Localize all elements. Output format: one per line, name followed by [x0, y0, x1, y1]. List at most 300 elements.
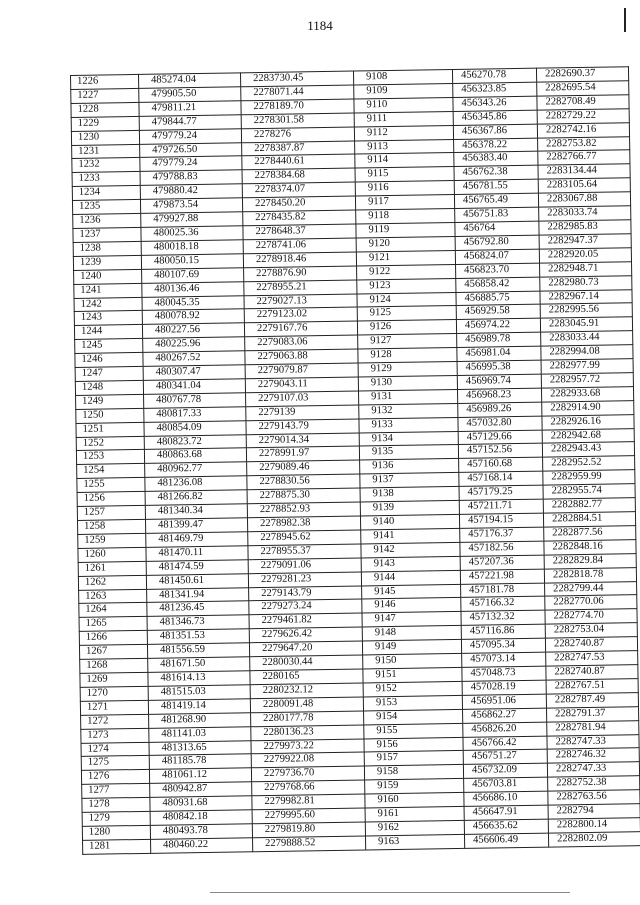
y-coordinate-cell: 2282781.94 [547, 720, 639, 735]
point-id-cell: 9148 [362, 626, 461, 641]
x-coordinate-cell: 456751.83 [455, 207, 539, 222]
x-coordinate-cell: 456824.07 [455, 249, 539, 264]
x-coordinate-cell: 457048.73 [462, 666, 546, 681]
point-id-cell: 1237 [73, 227, 141, 242]
y-coordinate-cell: 2283033.74 [539, 206, 631, 221]
margin-rule [624, 8, 626, 32]
x-coordinate-cell: 481556.59 [147, 643, 249, 659]
point-id-cell: 9141 [361, 528, 460, 543]
point-id-cell: 1228 [71, 102, 139, 117]
point-id-cell: 1254 [77, 464, 145, 479]
x-coordinate-cell: 480341.04 [143, 379, 245, 395]
x-coordinate-cell: 456968.23 [457, 388, 541, 403]
y-coordinate-cell: 2283033.44 [541, 331, 633, 346]
point-id-cell: 1231 [72, 144, 140, 159]
x-coordinate-cell: 456766.42 [463, 736, 547, 751]
x-coordinate-cell: 457168.14 [459, 471, 543, 486]
x-coordinate-cell: 481236.45 [147, 601, 249, 617]
x-coordinate-cell: 479905.50 [139, 87, 241, 103]
y-coordinate-cell: 2278374.07 [242, 182, 355, 198]
x-coordinate-cell: 480817.33 [144, 407, 246, 423]
y-coordinate-cell: 2279014.34 [246, 433, 359, 449]
point-id-cell: 1236 [73, 213, 141, 228]
x-coordinate-cell: 480050.15 [141, 254, 243, 270]
x-coordinate-cell: 479873.54 [140, 198, 242, 214]
y-coordinate-cell: 2278955.21 [244, 280, 357, 296]
point-id-cell: 9149 [362, 640, 461, 655]
x-coordinate-cell: 456383.40 [454, 152, 538, 167]
y-coordinate-cell: 2278387.87 [242, 141, 355, 157]
point-id-cell: 9142 [361, 542, 460, 557]
x-coordinate-cell: 480962.77 [145, 462, 247, 478]
x-coordinate-cell: 456989.78 [457, 332, 541, 347]
y-coordinate-cell: 2282914.90 [542, 400, 634, 415]
point-id-cell: 1265 [79, 617, 147, 632]
x-coordinate-cell: 456762.38 [454, 166, 538, 181]
y-coordinate-cell: 2282747.33 [547, 734, 639, 749]
y-coordinate-cell: 2279973.22 [251, 738, 364, 754]
point-id-cell: 9145 [362, 584, 461, 599]
x-coordinate-cell: 479844.77 [139, 115, 241, 131]
y-coordinate-cell: 2279079.87 [245, 363, 358, 379]
y-coordinate-cell: 2282877.56 [544, 526, 636, 541]
y-coordinate-cell: 2282802.09 [548, 831, 640, 846]
point-id-cell: 9156 [364, 737, 463, 752]
y-coordinate-cell: 2279819.80 [252, 822, 365, 838]
x-coordinate-cell: 457032.80 [458, 416, 542, 431]
y-coordinate-cell: 2282955.74 [543, 484, 635, 499]
y-coordinate-cell: 2280177.78 [251, 711, 364, 727]
y-coordinate-cell: 2279995.60 [252, 808, 365, 824]
y-coordinate-cell: 2282967.14 [540, 289, 632, 304]
y-coordinate-cell: 2282977.99 [541, 359, 633, 374]
point-id-cell: 1229 [71, 116, 139, 131]
point-id-cell: 9139 [360, 501, 459, 516]
x-coordinate-cell: 456981.04 [457, 346, 541, 361]
point-id-cell: 9138 [360, 487, 459, 502]
y-coordinate-cell: 2279736.70 [251, 766, 364, 782]
y-coordinate-cell: 2282729.22 [537, 108, 629, 123]
x-coordinate-cell: 457132.32 [461, 610, 545, 625]
x-coordinate-cell: 457116.86 [461, 624, 545, 639]
x-coordinate-cell: 485274.04 [138, 73, 240, 89]
point-id-cell: 1258 [77, 519, 145, 534]
point-id-cell: 1276 [81, 770, 149, 785]
point-id-cell: 1246 [75, 353, 143, 368]
y-coordinate-cell: 2282943.43 [542, 442, 634, 457]
point-id-cell: 1267 [79, 645, 147, 660]
x-coordinate-cell: 457129.66 [458, 430, 542, 445]
point-id-cell: 9155 [364, 723, 463, 738]
point-id-cell: 9163 [365, 834, 464, 849]
y-coordinate-cell: 2282753.04 [545, 623, 637, 638]
x-coordinate-cell: 480267.52 [143, 351, 245, 367]
x-coordinate-cell: 480942.87 [150, 782, 252, 798]
y-coordinate-cell: 2282763.56 [548, 790, 640, 805]
point-id-cell: 9160 [365, 793, 464, 808]
x-coordinate-cell: 481340.34 [145, 504, 247, 520]
point-id-cell: 9134 [359, 431, 458, 446]
y-coordinate-cell: 2282794 [548, 804, 640, 819]
y-coordinate-cell: 2282848.16 [544, 539, 636, 554]
x-coordinate-cell: 480931.68 [150, 796, 252, 812]
point-id-cell: 1269 [80, 672, 148, 687]
x-coordinate-cell: 480107.69 [142, 267, 244, 283]
point-id-cell: 1252 [76, 436, 144, 451]
point-id-cell: 1278 [82, 797, 150, 812]
point-id-cell: 1227 [71, 88, 139, 103]
x-coordinate-cell: 479779.24 [139, 128, 241, 144]
point-id-cell: 1261 [78, 561, 146, 576]
point-id-cell: 9161 [365, 806, 464, 821]
y-coordinate-cell: 2282766.77 [538, 150, 630, 165]
point-id-cell: 9124 [357, 292, 456, 307]
x-coordinate-cell: 479927.88 [141, 212, 243, 228]
point-id-cell: 9159 [365, 779, 464, 794]
x-coordinate-cell: 456974.22 [456, 318, 540, 333]
point-id-cell: 1233 [72, 172, 140, 187]
point-id-cell: 9118 [356, 209, 455, 224]
y-coordinate-cell: 2279768.66 [252, 780, 365, 796]
y-coordinate-cell: 2278648.37 [243, 224, 356, 240]
y-coordinate-cell: 2279461.82 [249, 613, 362, 629]
x-coordinate-cell: 456378.22 [454, 138, 538, 153]
y-coordinate-cell: 2282791.37 [546, 706, 638, 721]
y-coordinate-cell: 2282952.52 [543, 456, 635, 471]
point-id-cell: 9151 [363, 667, 462, 682]
x-coordinate-cell: 456765.49 [454, 193, 538, 208]
x-coordinate-cell: 480842.18 [150, 810, 252, 826]
x-coordinate-cell: 456343.26 [453, 96, 537, 111]
point-id-cell: 1279 [82, 811, 150, 826]
point-id-cell: 9122 [357, 264, 456, 279]
y-coordinate-cell: 2278440.61 [242, 154, 355, 170]
x-coordinate-cell: 481399.47 [145, 518, 247, 534]
y-coordinate-cell: 2282747.33 [547, 762, 639, 777]
point-id-cell: 1234 [72, 186, 140, 201]
y-coordinate-cell: 2280136.23 [251, 725, 364, 741]
point-id-cell: 1272 [81, 714, 149, 729]
y-coordinate-cell: 2282747.53 [546, 651, 638, 666]
x-coordinate-cell: 456606.49 [464, 833, 548, 848]
y-coordinate-cell: 2280091.48 [250, 697, 363, 713]
x-coordinate-cell: 481515.03 [148, 685, 250, 701]
x-coordinate-cell: 481474.59 [146, 559, 248, 575]
y-coordinate-cell: 2282774.70 [545, 609, 637, 624]
page-number: 1184 [307, 18, 333, 33]
x-coordinate-cell: 481061.12 [149, 768, 251, 784]
point-id-cell: 9127 [358, 334, 457, 349]
y-coordinate-cell: 2279281.23 [248, 572, 361, 588]
x-coordinate-cell: 457166.32 [461, 597, 545, 612]
point-id-cell: 9154 [364, 709, 463, 724]
y-coordinate-cell: 2282947.37 [539, 234, 631, 249]
point-id-cell: 9126 [357, 320, 456, 335]
point-id-cell: 9123 [357, 278, 456, 293]
point-id-cell: 1273 [81, 728, 149, 743]
y-coordinate-cell: 2282695.54 [537, 81, 629, 96]
y-coordinate-cell: 2282787.49 [546, 692, 638, 707]
y-coordinate-cell: 2282800.14 [548, 818, 640, 833]
point-id-cell: 9129 [358, 361, 457, 376]
y-coordinate-cell: 2282767.51 [546, 679, 638, 694]
x-coordinate-cell: 456647.91 [464, 805, 548, 820]
point-id-cell: 1244 [74, 325, 142, 340]
x-coordinate-cell: 479779.24 [140, 156, 242, 172]
x-coordinate-cell: 457211.71 [459, 499, 543, 514]
x-coordinate-cell: 480823.72 [144, 434, 246, 450]
x-coordinate-cell: 457182.56 [460, 541, 544, 556]
x-coordinate-cell: 457194.15 [459, 513, 543, 528]
y-coordinate-cell: 2279107.03 [246, 391, 359, 407]
y-coordinate-cell: 2278875.30 [247, 488, 360, 504]
y-coordinate-cell: 2279083.06 [245, 335, 358, 351]
y-coordinate-cell: 2282933.68 [541, 387, 633, 402]
point-id-cell: 9144 [361, 570, 460, 585]
y-coordinate-cell: 2279089.46 [247, 460, 360, 476]
x-coordinate-cell: 480307.47 [143, 365, 245, 381]
y-coordinate-cell: 2282994.08 [541, 345, 633, 360]
y-coordinate-cell: 2282829.84 [544, 553, 636, 568]
x-coordinate-cell: 456969.74 [457, 374, 541, 389]
x-coordinate-cell: 457095.34 [461, 638, 545, 653]
y-coordinate-cell: 2279167.76 [244, 321, 357, 337]
x-coordinate-cell: 480018.18 [141, 240, 243, 256]
y-coordinate-cell: 2278918.46 [243, 252, 356, 268]
point-id-cell: 1259 [78, 533, 146, 548]
y-coordinate-cell: 2278830.56 [247, 474, 360, 490]
point-id-cell: 1249 [76, 394, 144, 409]
point-id-cell: 1274 [81, 742, 149, 757]
x-coordinate-cell: 456635.62 [464, 819, 548, 834]
y-coordinate-cell: 2280030.44 [250, 655, 363, 671]
y-coordinate-cell: 2280232.12 [250, 683, 363, 699]
y-coordinate-cell: 2279143.79 [249, 586, 362, 602]
x-coordinate-cell: 457176.37 [460, 527, 544, 542]
point-id-cell: 1266 [79, 631, 147, 646]
y-coordinate-cell: 2279273.24 [249, 599, 362, 615]
x-coordinate-cell: 457179.25 [459, 485, 543, 500]
point-id-cell: 9108 [353, 69, 452, 84]
point-id-cell: 9117 [355, 195, 454, 210]
y-coordinate-cell: 2282920.05 [539, 247, 631, 262]
point-id-cell: 9135 [359, 445, 458, 460]
x-coordinate-cell: 456323.85 [453, 82, 537, 97]
x-coordinate-cell: 481341.94 [147, 587, 249, 603]
x-coordinate-cell: 457073.14 [462, 652, 546, 667]
point-id-cell: 1263 [79, 589, 147, 604]
x-coordinate-cell: 480767.78 [144, 393, 246, 409]
point-id-cell: 9113 [355, 139, 454, 154]
point-id-cell: 9130 [358, 375, 457, 390]
y-coordinate-cell: 2279922.08 [251, 752, 364, 768]
y-coordinate-cell: 2282690.37 [536, 67, 628, 82]
x-coordinate-cell: 479788.83 [140, 170, 242, 186]
x-coordinate-cell: 481671.50 [148, 657, 250, 673]
x-coordinate-cell: 480493.78 [150, 824, 252, 840]
y-coordinate-cell: 2282942.68 [542, 428, 634, 443]
y-coordinate-cell: 2282959.99 [543, 470, 635, 485]
x-coordinate-cell: 479811.21 [139, 101, 241, 117]
point-id-cell: 1271 [80, 700, 148, 715]
point-id-cell: 9140 [360, 514, 459, 529]
y-coordinate-cell: 2279091.06 [248, 558, 361, 574]
y-coordinate-cell: 2282740.87 [545, 637, 637, 652]
point-id-cell: 9153 [363, 695, 462, 710]
y-coordinate-cell: 2282926.16 [542, 414, 634, 429]
point-id-cell: 9119 [356, 222, 455, 237]
x-coordinate-cell: 457207.36 [460, 555, 544, 570]
point-id-cell: 9158 [364, 765, 463, 780]
x-coordinate-cell: 456823.70 [456, 263, 540, 278]
x-coordinate-cell: 456781.55 [454, 179, 538, 194]
x-coordinate-cell: 481614.13 [148, 671, 250, 687]
point-id-cell: 1256 [77, 492, 145, 507]
y-coordinate-cell: 2282985.83 [539, 220, 631, 235]
point-id-cell: 1251 [76, 422, 144, 437]
point-id-cell: 9132 [359, 403, 458, 418]
point-id-cell: 1262 [78, 575, 146, 590]
point-id-cell: 9114 [355, 153, 454, 168]
coordinate-table [70, 66, 640, 854]
x-coordinate-cell: 480078.92 [142, 309, 244, 325]
x-coordinate-cell: 456270.78 [452, 68, 536, 83]
point-id-cell: 9128 [358, 348, 457, 363]
point-id-cell: 9121 [356, 250, 455, 265]
point-id-cell: 9136 [360, 459, 459, 474]
y-coordinate-cell: 2279123.02 [244, 307, 357, 323]
x-coordinate-cell: 481419.14 [148, 699, 250, 715]
y-coordinate-cell: 2278189.70 [241, 99, 354, 115]
y-coordinate-cell: 2282742.16 [537, 122, 629, 137]
y-coordinate-cell: 2282980.73 [540, 275, 632, 290]
x-coordinate-cell: 479726.50 [140, 142, 242, 158]
point-id-cell: 9147 [362, 612, 461, 627]
x-coordinate-cell: 456826.20 [463, 722, 547, 737]
point-id-cell: 9152 [363, 681, 462, 696]
point-id-cell: 1241 [74, 283, 142, 298]
x-coordinate-cell: 457160.68 [459, 457, 543, 472]
x-coordinate-cell: 456929.58 [456, 305, 540, 320]
y-coordinate-cell: 2279043.11 [245, 377, 358, 393]
y-coordinate-cell: 2282948.71 [540, 261, 632, 276]
y-coordinate-cell: 2282740.87 [546, 665, 638, 680]
coordinate-table-body [71, 67, 640, 854]
y-coordinate-cell: 2283105.64 [538, 178, 630, 193]
x-coordinate-cell: 481236.08 [145, 476, 247, 492]
y-coordinate-cell: 2283045.91 [540, 317, 632, 332]
x-coordinate-cell: 481268.90 [149, 712, 251, 728]
point-id-cell: 1245 [75, 339, 143, 354]
y-coordinate-cell: 2283134.44 [538, 164, 630, 179]
x-coordinate-cell: 456732.09 [463, 763, 547, 778]
x-coordinate-cell: 481313.65 [149, 740, 251, 756]
y-coordinate-cell: 2282746.32 [547, 748, 639, 763]
y-coordinate-cell: 2278982.38 [247, 516, 360, 532]
point-id-cell: 9111 [354, 111, 453, 126]
y-coordinate-cell: 2278450.20 [242, 196, 355, 212]
x-coordinate-cell: 480025.36 [141, 226, 243, 242]
y-coordinate-cell: 2282884.51 [543, 512, 635, 527]
x-coordinate-cell: 456686.10 [464, 791, 548, 806]
point-id-cell: 9150 [363, 653, 462, 668]
x-coordinate-cell: 456792.80 [455, 235, 539, 250]
point-id-cell: 1239 [73, 255, 141, 270]
point-id-cell: 1247 [75, 366, 143, 381]
x-coordinate-cell: 457181.78 [461, 583, 545, 598]
point-id-cell: 9115 [355, 167, 454, 182]
y-coordinate-cell: 2279063.88 [245, 349, 358, 365]
y-coordinate-cell: 2278741.06 [243, 238, 356, 254]
x-coordinate-cell: 456989.26 [458, 402, 542, 417]
x-coordinate-cell: 456751.27 [463, 749, 547, 764]
point-id-cell: 9131 [358, 389, 457, 404]
y-coordinate-cell: 2282770.06 [545, 595, 637, 610]
point-id-cell: 1277 [82, 784, 150, 799]
y-coordinate-cell: 2279139 [246, 405, 359, 421]
point-id-cell: 1268 [80, 658, 148, 673]
y-coordinate-cell: 2279982.81 [252, 794, 365, 810]
point-id-cell: 9116 [355, 181, 454, 196]
x-coordinate-cell: 481185.78 [149, 754, 251, 770]
y-coordinate-cell: 2278955.37 [248, 544, 361, 560]
y-coordinate-cell: 2278071.44 [241, 85, 354, 101]
y-coordinate-cell: 2282957.72 [541, 373, 633, 388]
y-coordinate-cell: 2282818.78 [544, 567, 636, 582]
point-id-cell: 1280 [82, 825, 150, 840]
point-id-cell: 9110 [354, 97, 453, 112]
point-id-cell: 9112 [354, 125, 453, 140]
point-id-cell: 1238 [73, 241, 141, 256]
y-coordinate-cell: 2283730.45 [240, 71, 353, 87]
point-id-cell: 9143 [361, 556, 460, 571]
y-coordinate-cell: 2279626.42 [249, 627, 362, 643]
x-coordinate-cell: 457221.98 [460, 569, 544, 584]
x-coordinate-cell: 456858.42 [456, 277, 540, 292]
y-coordinate-cell: 2282995.56 [540, 303, 632, 318]
y-coordinate-cell: 2278991.97 [246, 446, 359, 462]
point-id-cell: 1255 [77, 478, 145, 493]
y-coordinate-cell: 2282882.77 [543, 498, 635, 513]
x-coordinate-cell: 480045.35 [142, 295, 244, 311]
x-coordinate-cell: 480225.96 [143, 337, 245, 353]
x-coordinate-cell: 480854.09 [144, 420, 246, 436]
point-id-cell: 1243 [74, 311, 142, 326]
x-coordinate-cell: 481470.11 [146, 546, 248, 562]
y-coordinate-cell: 2280165 [250, 669, 363, 685]
point-id-cell: 1270 [80, 686, 148, 701]
y-coordinate-cell: 2279888.52 [253, 836, 366, 852]
x-coordinate-cell: 481450.61 [146, 573, 248, 589]
point-id-cell: 1250 [76, 408, 144, 423]
coordinate-table-wrapper [70, 67, 608, 854]
x-coordinate-cell: 456995.38 [457, 360, 541, 375]
y-coordinate-cell: 2282708.49 [537, 95, 629, 110]
x-coordinate-cell: 481351.53 [147, 629, 249, 645]
y-coordinate-cell: 2278276 [241, 127, 354, 143]
y-coordinate-cell: 2278852.93 [247, 502, 360, 518]
point-id-cell: 1281 [83, 839, 151, 854]
point-id-cell: 9137 [360, 473, 459, 488]
x-coordinate-cell: 480460.22 [151, 838, 253, 854]
x-coordinate-cell: 456703.81 [464, 777, 548, 792]
x-coordinate-cell: 479880.42 [140, 184, 242, 200]
point-id-cell: 9146 [362, 598, 461, 613]
point-id-cell: 9162 [365, 820, 464, 835]
point-id-cell: 9120 [356, 236, 455, 251]
point-id-cell: 9157 [364, 751, 463, 766]
x-coordinate-cell: 457028.19 [462, 680, 546, 695]
